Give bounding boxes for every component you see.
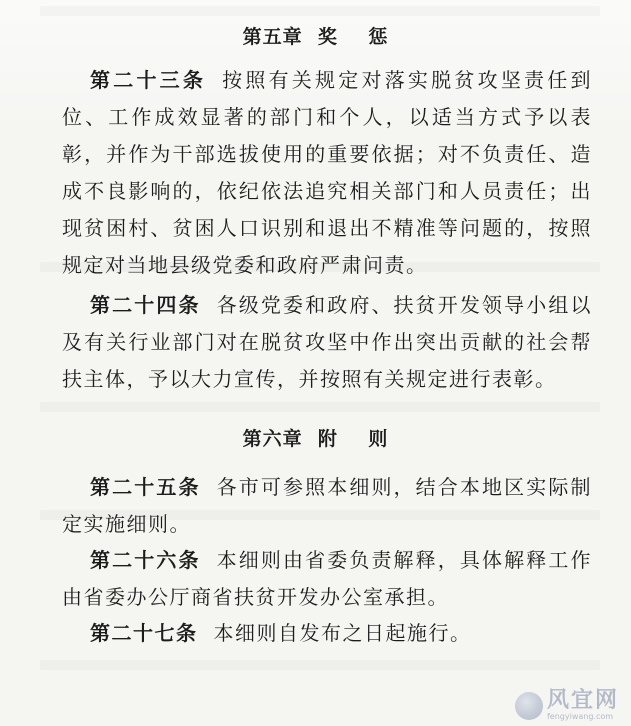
watermark-logo-icon bbox=[515, 692, 543, 720]
chapter-6-title: 第六章 附 则 bbox=[242, 428, 389, 450]
article-27-text: 本细则自发布之日起施行。 bbox=[213, 621, 472, 645]
chapter-5-title: 第五章 奖 惩 bbox=[242, 26, 389, 48]
article-23-label: 第二十三条 bbox=[90, 68, 207, 92]
watermark-url: fengyiwang.com bbox=[546, 712, 614, 721]
article-23-text: 按照有关规定对落实脱贫攻坚责任到位、工作成效显著的部门和个人，以适当方式予以表彰，并作为干部选拔使用的重要依据；对不负责任、造成不良影响的，依纪依法追究相关部门和人员责任；出现贫困村、贫困人口识别和退出不精准等问题的，按照规定对当地县级党委和政府严肃问责。 bbox=[62, 68, 592, 277]
article-23 bbox=[62, 62, 592, 284]
article-25-label: 第二十五条 bbox=[90, 475, 201, 499]
article-25-text: 各市可参照本细则，结合本地区实际制定实施细则。 bbox=[62, 475, 593, 536]
article-24-text: 各级党委和政府、扶贫开发领导小组以及有关行业部门对在脱贫攻坚中作出突出贡献的社会帮扶主体，予以大力宣传，并按照有关规定进行表彰。 bbox=[62, 293, 593, 391]
article-26 bbox=[62, 542, 592, 616]
bleed-through-line bbox=[40, 6, 600, 16]
article-25 bbox=[62, 469, 592, 543]
article-26-label: 第二十六条 bbox=[90, 548, 201, 572]
watermark-name: 风宜网 bbox=[546, 688, 619, 713]
bleed-through-line bbox=[40, 402, 600, 412]
bleed-through-line bbox=[40, 660, 600, 670]
article-27-label: 第二十七条 bbox=[90, 621, 198, 645]
site-watermark bbox=[515, 690, 619, 722]
article-26-text: 本细则由省委负责解释，具体解释工作由省委办公厅商省扶贫开发办公室承担。 bbox=[62, 548, 593, 609]
article-27 bbox=[62, 615, 592, 652]
article-24-label: 第二十四条 bbox=[90, 293, 201, 317]
article-24 bbox=[62, 287, 592, 398]
